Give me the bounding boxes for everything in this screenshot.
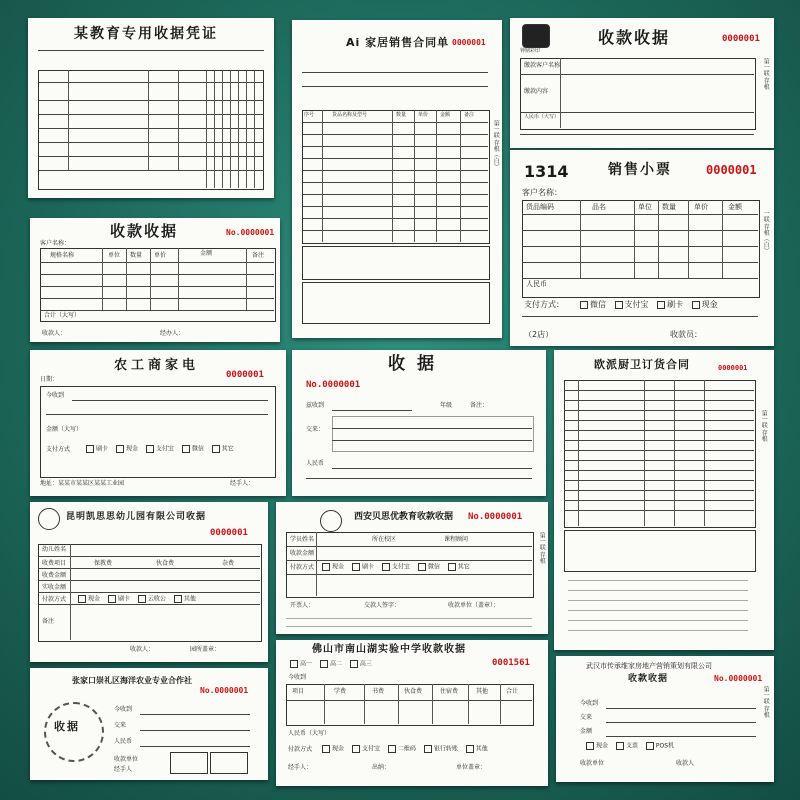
payment-options: 现金 支票 POS机 (580, 742, 674, 750)
receipt-payment-zhongding: 钟鼎彩印 收款收据 0000001 缴款客户名称 缴款内容 人民币（大写） 第一联 存根 (510, 18, 774, 148)
company-name: 钟鼎彩印 (520, 48, 541, 54)
receipt-title: Ai 家居销售合同单 (346, 36, 450, 49)
receipt-title: 西安贝思优教育收款收据 (354, 512, 454, 522)
payment-options: 现金 刷卡 云收公 其他 (72, 595, 196, 603)
receipt-xian-education: 西安贝思优教育收款收据 No.0000001 学员姓名 所在校区 课程顾问 收款金额 付款方式 现金 刷卡 支付宝 微信 其它 开票人： 交款人签字： 收款单位（盖章）： 第一联 存根 (276, 502, 548, 634)
receipt-title: 收款收据 (110, 222, 179, 240)
receipt-wuhan-realestate: 武汉市传承维家房地产营销策划有限公司 收款收据 No.0000001 今收到 交来 金额 现金 支票 POS机 收款单位 收款人 第一联 存根 (556, 656, 774, 782)
receipt-sales-ticket: 1314 销售小票 0000001 客户名称： 货品编码 品名 单位 数量 单价 金额 人民币 支付方式： 微信 支付宝 刷卡 现金 （2店） 收款员： 一联 存根（白） (510, 150, 774, 346)
receipt-furniture-contract: Ai 家居销售合同单 0000001 序号 货品名称及型号 数量 单价 金额 备注 第一联 存根（白） (292, 20, 502, 338)
receipt-generic: 收据 No.0000001 兹收到 年级 备注： 交来： 人民币 (292, 350, 546, 496)
receipt-title: 某教育专用收据凭证 (74, 26, 218, 42)
receipt-title: 农工商家电 (114, 358, 200, 373)
receipt-kitchen-contract: 欧派厨卫订货合同 0000001 第一联 存根 (554, 350, 774, 650)
receipt-title: 欧派厨卫订货合同 (594, 358, 690, 371)
kindergarten-logo (38, 508, 60, 530)
receipt-number: 0001561 (492, 658, 530, 668)
receipt-number: 0000001 (718, 364, 748, 372)
fee-table (38, 544, 262, 642)
receipt-title: 收款收据 (598, 28, 671, 47)
receipt-number: No.0000001 (468, 512, 523, 522)
receipt-number: 0000001 (226, 370, 264, 380)
receipt-number: 0000001 (452, 38, 486, 47)
payment-method-label: 支付方式： (524, 300, 564, 309)
payment-options: 刷卡 现金 支付宝 微信 其它 (80, 445, 234, 453)
receipt-number: No.0000001 (714, 674, 763, 683)
receipt-subtitle: 收款收据 (628, 674, 669, 684)
receipt-payment-left: 收款收据 No.0000001 客户名称： 规格名称 单位 数量 单价 金额 备注 合计（大写） 收款人： 经办人： (30, 218, 280, 342)
receipt-kindergarten: 昆明凯思思幼儿园有限公司收据 0000001 幼儿姓名 收费项目 保教费 伙食费 杂费 收费金额 实收金额 付款方式 现金 刷卡 云收公 其他 备注 收款人： 园所盖章： (30, 502, 268, 662)
receipt-number: No.0000001 (306, 380, 361, 390)
receipt-number: 0000001 (722, 34, 760, 44)
receipt-zhangjiakou: 张家口崇礼区海洋农业专业合作社 No.0000001 收据 今收到 交来 人民币 收款单位 经手人 (30, 668, 268, 780)
receipt-number: No.0000001 (200, 686, 249, 695)
receipt-title: 收据 (388, 354, 446, 374)
grade-options: 高一 高二 高三 (284, 660, 372, 668)
company-logo (522, 24, 550, 48)
receipt-title: 武汉市传承维家房地产营销策划有限公司 (586, 662, 712, 670)
shop-logo: 1314 (524, 162, 569, 181)
item-table (302, 110, 490, 244)
payment-options: 现金 刷卡 支付宝 微信 其它 (316, 563, 470, 571)
school-logo (320, 510, 342, 532)
receipt-number: 0000001 (706, 163, 757, 177)
receipt-number: 0000001 (210, 528, 248, 538)
fee-options (332, 416, 534, 452)
payment-options: 现金 支付宝 二维码 银行转账 其他 (316, 745, 488, 753)
receipt-appliance: 农工商家电 0000001 日期： 今收到 金额（大写） 支付方式 刷卡 现金 支付宝 微信 其它 地址：某某市某某区某某工业园 经手人： (30, 350, 286, 496)
order-table (564, 380, 756, 528)
receipt-title: 昆明凯思思幼儿园有限公司收据 (66, 512, 207, 522)
receipt-title: 销售小票 (608, 162, 672, 178)
receipt-number: No.0000001 (226, 228, 275, 237)
receipt-title: 佛山市南山湖实验中学收款收据 (312, 644, 466, 655)
payment-options: 微信 支付宝 刷卡 现金 (574, 300, 718, 310)
receipt-education-voucher (28, 18, 274, 198)
receipt-title: 张家口崇礼区海洋农业专业合作社 (72, 676, 192, 685)
receipt-foshan-school: 佛山市南山湖实验中学收款收据 高一 高二 高三 0001561 今收到 项目 学费 书费 伙食费 住宿费 其他 合计 人民币（大写） 付款方式 现金 支付宝 二维码 银行转账 其他 经手人： 出纳： 单位盖章： (276, 640, 548, 786)
